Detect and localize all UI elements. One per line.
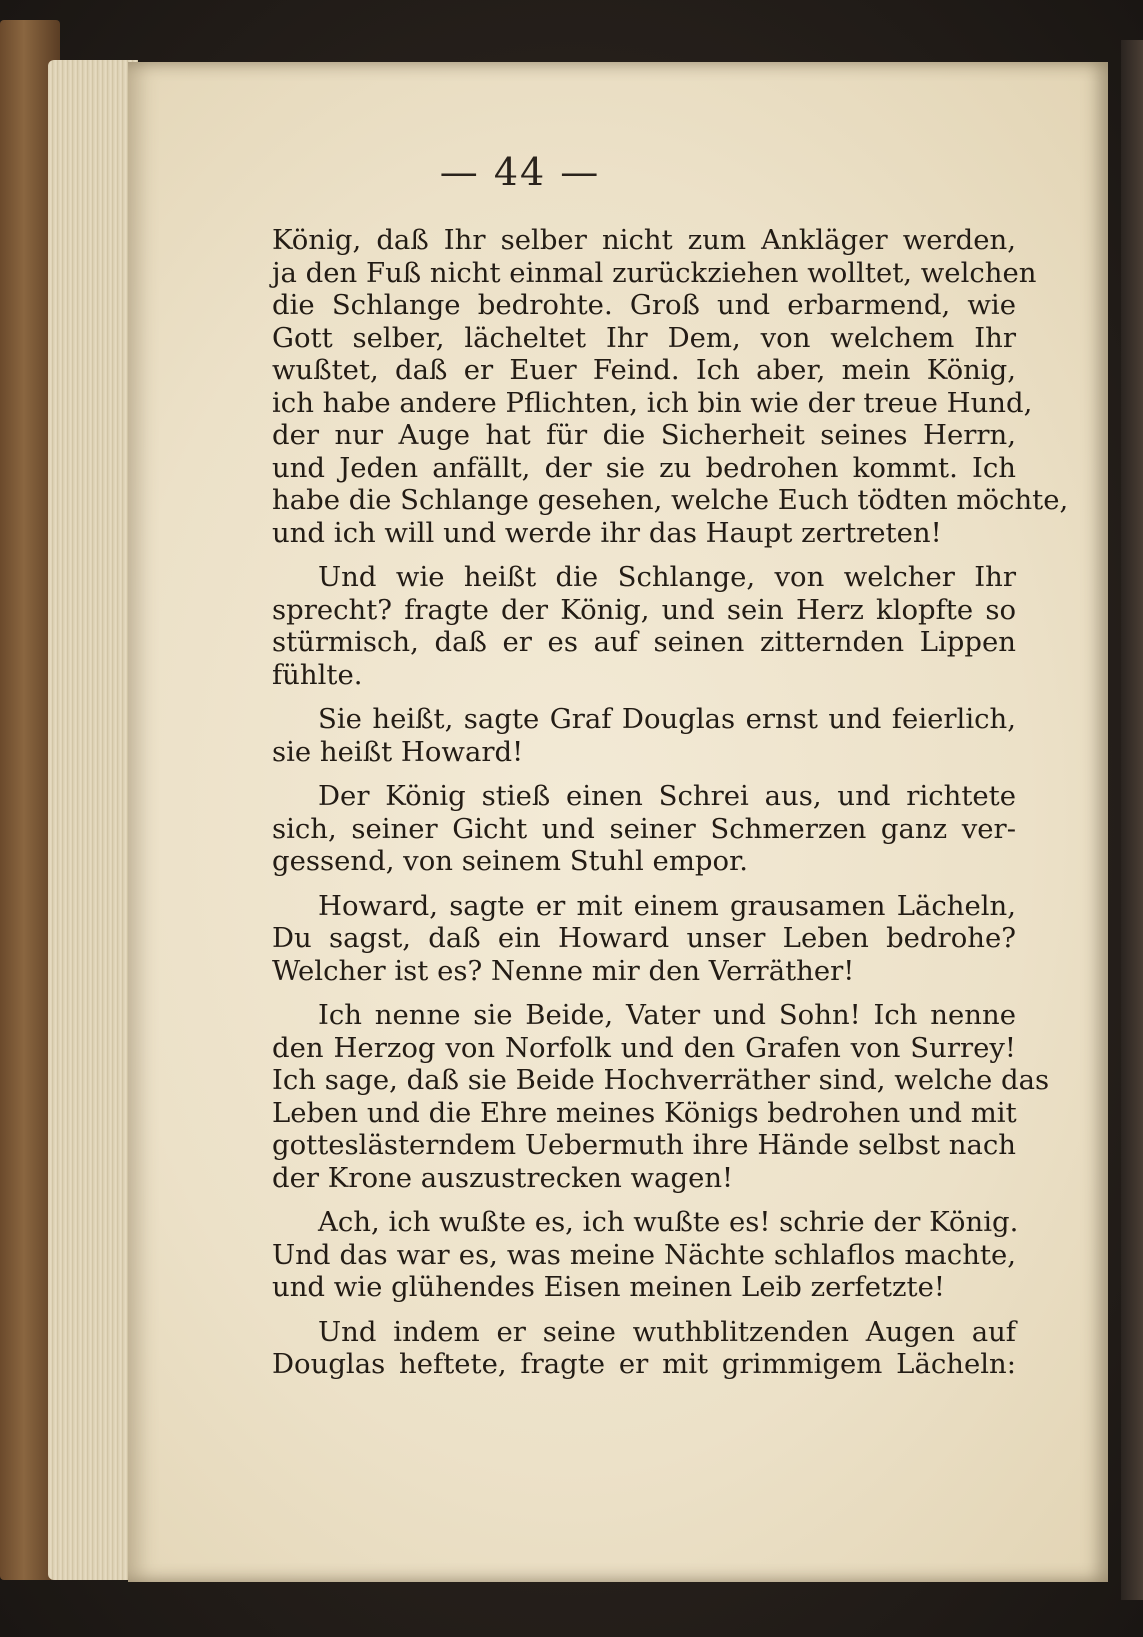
text-line: und Jeden anfällt, der sie zu bedrohen kommt. Ich — [272, 451, 1016, 484]
text-line: ja den Fuß nicht einmal zurückziehen wolltet, welchen — [272, 256, 1037, 289]
text-line: ich habe andere Pflichten, ich bin wie der treue Hund, — [272, 386, 1033, 419]
text-line: sich, seiner Gicht und seiner Schmerzen ganz ver- — [272, 812, 1016, 845]
page-number: — 44 — — [439, 150, 601, 194]
page-text — [272, 224, 1069, 1381]
text-line: der nur Auge hat für die Sicherheit seines Herrn, — [272, 419, 1016, 451]
text-line: Ich sage, daß sie Beide Hochverräther sind, welche das — [272, 1064, 1050, 1096]
text-line: und ich will und werde ihr das Haupt zertreten! — [272, 516, 942, 549]
text-line: und wie glühendes Eisen meinen Leib zerfetzte! — [272, 1271, 945, 1303]
text-line: fühlte. — [272, 658, 363, 691]
text-line: Und wie heißt die Schlange, von welcher Ihr — [318, 561, 1016, 593]
page-edges — [48, 60, 138, 1580]
text-line: sie heißt Howard! — [272, 735, 524, 768]
text-line: Douglas heftete, fragte er mit grimmigem Lächeln: — [272, 1348, 1016, 1380]
text-line: die Schlange bedrohte. Groß und erbarmend, wie — [272, 289, 1016, 321]
text-line: stürmisch, daß er es auf seinen zitternden Lippen — [272, 626, 1016, 658]
text-line: sprecht? fragte der König, und sein Herz klopfte so — [272, 593, 1016, 626]
text-line: gessend, von seinem Stuhl empor. — [272, 845, 748, 877]
text-line: Und das war es, was meine Nächte schlaflos machte, — [272, 1238, 1016, 1271]
text-line: Ach, ich wußte es, ich wußte es! schrie der König. — [318, 1206, 1019, 1238]
text-line: Leben und die Ehre meines Königs bedrohen und mit — [272, 1096, 1017, 1129]
text-line: Welcher ist es? Nenne mir den Verräther! — [272, 954, 855, 987]
text-line: Howard, sagte er mit einem grausamen Lächeln, — [318, 889, 1016, 922]
book-cover-right — [1121, 40, 1143, 1600]
text-line: Der König stieß einen Schrei aus, und richtete — [318, 780, 1016, 812]
text-line: wußtet, daß er Euer Feind. Ich aber, mein König, — [272, 354, 1016, 386]
text-line: Gott selber, lächeltet Ihr Dem, von welchem Ihr — [272, 321, 1016, 354]
text-line: habe die Schlange gesehen, welche Euch tödten möchte, — [272, 484, 1069, 516]
text-line: Sie heißt, sagte Graf Douglas ernst und feierlich, — [318, 703, 1016, 735]
text-line: Du sagst, daß ein Howard unser Leben bedrohe? — [272, 922, 1016, 954]
text-line: Ich nenne sie Beide, Vater und Sohn! Ich nenne — [318, 999, 1016, 1031]
text-line: der Krone auszustrecken wagen! — [272, 1161, 734, 1194]
text-line: gotteslästerndem Uebermuth ihre Hände selbst nach — [272, 1129, 1016, 1161]
text-line: Und indem er seine wuthblitzenden Augen auf — [318, 1315, 1016, 1348]
text-line: den Herzog von Norfolk und den Grafen von Surrey! — [272, 1031, 1016, 1064]
text-line: König, daß Ihr selber nicht zum Ankläger werden, — [272, 224, 1016, 256]
